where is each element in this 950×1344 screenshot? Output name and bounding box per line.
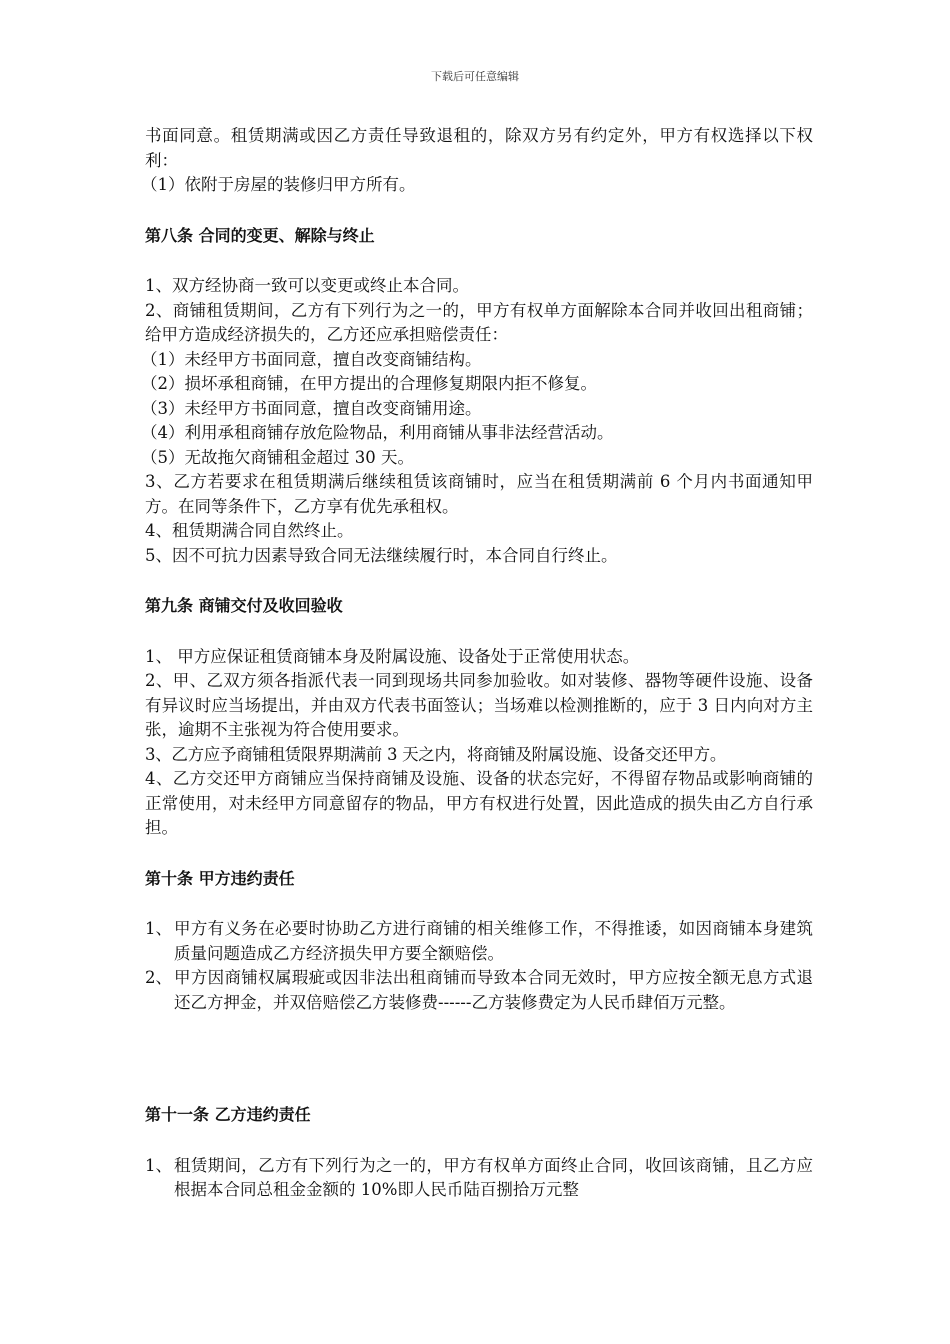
article-9-item: 2、甲、乙双方须各指派代表一同到现场共同参加验收。如对装修、器物等硬件设施、设备有异议时应当场提出，并由双方代表书面签认；当场难以检测推断的，应于 3 日内向对方主张，逾期不主张视为符合使用要求。 xyxy=(145,671,813,739)
article-8-subitem: （2）损坏承租商铺，在甲方提出的合理修复期限内拒不修复。 xyxy=(141,374,597,393)
spacer xyxy=(145,1015,813,1077)
article-10-heading: 第十条 甲方违约责任 xyxy=(145,868,295,888)
intro-item: （1）依附于房屋的装修归甲方所有。 xyxy=(141,175,416,194)
article-8-subitem: （5）无故拖欠商铺租金超过 30 天。 xyxy=(141,447,414,467)
article-8-item: 1、双方经协商一致可以变更或终止本合同。 xyxy=(145,276,469,295)
article-8-item: 4、租赁期满合同自然终止。 xyxy=(145,521,354,540)
article-9-item: 3、乙方应予商铺租赁限界期满前 3 天之内，将商铺及附属设施、设备交还甲方。 xyxy=(145,744,727,764)
article-8-subitem: （4）利用承租商铺存放危险物品，利用商铺从事非法经营活动。 xyxy=(141,423,614,442)
article-9-item: 4、乙方交还甲方商铺应当保持商铺及设施、设备的状态完好，不得留存物品或影响商铺的正常使用，对未经甲方同意留存的物品，甲方有权进行处置，因此造成的损失由乙方自行承担。 xyxy=(145,769,813,837)
article-8-subitem: （3）未经甲方书面同意，擅自改变商铺用途。 xyxy=(141,398,482,418)
article-8-item: 5、因不可抗力因素导致合同无法继续履行时，本合同自行终止。 xyxy=(145,545,618,565)
article-10-item xyxy=(145,917,813,966)
item-text: 甲方有义务在必要时协助乙方进行商铺的相关维修工作，不得推诿，如因商铺本身建筑质量问题造成乙方经济损失甲方要全额赔偿。 xyxy=(174,919,813,963)
article-8-heading: 第八条 合同的变更、解除与终止 xyxy=(145,225,375,245)
item-text: 租赁期间，乙方有下列行为之一的，甲方有权单方面终止合同，收回该商铺，且乙方应根据本合同总租金金额的 10%即人民币陆百捌拾万元整 xyxy=(174,1155,813,1199)
article-8-item: 3、乙方若要求在租赁期满后继续租赁该商铺时，应当在租赁期满前 6 个月内书面通知甲方。在同等条件下，乙方享有优先承租权。 xyxy=(145,472,813,516)
page-header: 下载后可任意编辑 xyxy=(431,70,519,83)
item-number: 1、 xyxy=(145,1155,172,1175)
intro-paragraph: 书面同意。租赁期满或因乙方责任导致退租的，除双方另有约定外，甲方有权选择以下权利： xyxy=(145,126,813,170)
article-9-heading: 第九条 商铺交付及收回验收 xyxy=(145,596,343,615)
article-8-subitem: （1）未经甲方书面同意，擅自改变商铺结构。 xyxy=(141,349,482,369)
article-8-item: 2、商铺租赁期间，乙方有下列行为之一的，甲方有权单方面解除本合同并收回出租商铺；给甲方造成经济损失的，乙方还应承担赔偿责任： xyxy=(145,300,813,344)
article-11-item xyxy=(145,1154,813,1203)
article-11-heading: 第十一条 乙方违约责任 xyxy=(145,1105,311,1124)
item-number: 2、 xyxy=(145,968,172,987)
article-9-item: 1、 甲方应保证租赁商铺本身及附属设施、设备处于正常使用状态。 xyxy=(145,646,640,666)
document-body xyxy=(141,124,813,1203)
item-number: 1、 xyxy=(145,919,172,938)
item-text: 甲方因商铺权属瑕疵或因非法出租商铺而导致本合同无效时，甲方应按全额无息方式退还乙方押金，并双倍赔偿乙方装修费------乙方装修费定为人民币肆佰万元整。 xyxy=(174,968,813,1012)
article-10-item xyxy=(145,966,813,1015)
